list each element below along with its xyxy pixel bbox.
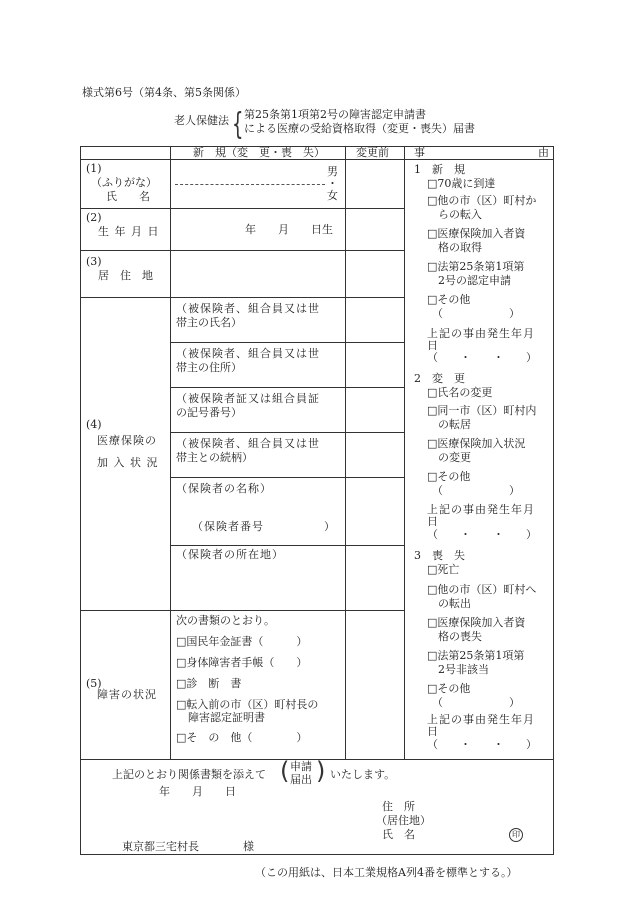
row1-number: (1) xyxy=(86,162,102,175)
doc-medical-certificate: □診 断 書 xyxy=(176,677,242,690)
reason-loss-insurance-b: 格の喪失 xyxy=(438,630,482,643)
row2-number: (2) xyxy=(86,211,102,224)
doc-other: □そ の 他（ ） xyxy=(176,731,308,744)
row3-number: (3) xyxy=(86,255,102,268)
reason-change-move-b: の転居 xyxy=(438,418,471,431)
doc-transfer-certificate-b: 障害認定証明書 xyxy=(188,711,265,724)
reason-new-occurred-b: 日 xyxy=(427,339,438,352)
reason-loss-transfer-a: □他の市（区）町村へ xyxy=(427,583,537,596)
insurance-label2: 加 入 状 況 xyxy=(97,456,159,469)
reason-loss-other-paren: （ ） xyxy=(432,696,520,709)
submission-suffix: いたします。 xyxy=(330,768,396,781)
form-title-line1: 第25条第1項第2号の障害認定申請書 xyxy=(244,108,426,121)
header-reason-right: 由 xyxy=(538,146,549,159)
sex-separator: ・ xyxy=(327,177,338,190)
reason-new-insurance-a: □医療保険加入者資 xyxy=(427,227,526,240)
addressee: 東京都三宅村長 様 xyxy=(122,840,254,853)
form-title-line2: による医療の受給資格取得（変更・喪失）届書 xyxy=(244,122,475,135)
reason-loss-death: □死亡 xyxy=(427,563,460,576)
reason-loss-art25-a: □法第25条第1項第 xyxy=(427,649,525,662)
reason-loss-occurred-b: 日 xyxy=(427,725,438,738)
title-brace: { xyxy=(232,107,244,142)
reason-loss-transfer-b: の転出 xyxy=(438,597,471,610)
paper-size-note: （この用紙は、日本工業規格A列4番を標準とする。） xyxy=(255,866,518,879)
reason-loss-occurred-date: （ ・ ・ ） xyxy=(427,738,537,751)
male-label: 男 xyxy=(327,165,338,178)
reason-loss-title: 3 喪 失 xyxy=(414,549,465,562)
reason-new-art25-a: □法第25条第1項第 xyxy=(427,260,525,273)
reason-change-insurance-a: □医療保険加入状況 xyxy=(427,437,526,450)
insurer-name: （保険者の名称） xyxy=(176,482,272,495)
header-before: 変更前 xyxy=(356,146,389,159)
submission-date: 年 月 日 xyxy=(159,785,236,798)
card-number-b: の記号番号） xyxy=(176,406,242,419)
form-number: 様式第6号（第4条、第5条関係） xyxy=(82,86,246,99)
reason-change-other-paren: （ ） xyxy=(432,484,520,497)
insured-address-b: 帯主の住所） xyxy=(176,361,242,374)
furigana-label: （ふりがな） xyxy=(91,176,157,189)
reason-new-art25-b: 2号の認定申請 xyxy=(438,274,511,287)
seal-mark: 印 xyxy=(509,828,523,842)
card-number-a: （被保険者証又は組合員証 xyxy=(176,392,320,405)
disability-label: 障害の状況 xyxy=(97,688,157,701)
header-new: 新 規（変 更・喪 失） xyxy=(193,146,325,159)
submission-option-apply: 申請 xyxy=(290,760,312,773)
reason-new-age70: □70歳に到達 xyxy=(427,177,496,190)
reason-loss-occurred-a: 上記の事由発生年月 xyxy=(427,713,535,726)
reason-new-occurred-date: （ ・ ・ ） xyxy=(427,351,537,364)
applicant-name: 氏 名 xyxy=(382,828,415,841)
row5-number: (5) xyxy=(86,677,102,690)
relation-b: 帯主との続柄） xyxy=(176,451,253,464)
reason-new-occurred-a: 上記の事由発生年月 xyxy=(427,327,535,340)
furigana-divider xyxy=(175,184,325,185)
applicant-residence: （居住地） xyxy=(376,814,431,827)
reason-loss-insurance-a: □医療保険加入者資 xyxy=(427,616,526,629)
doc-transfer-certificate-a: □転入前の市（区）町村長の xyxy=(176,698,319,711)
submission-statement: 上記のとおり関係書類を添えて xyxy=(112,768,266,781)
reason-new-insurance-b: 格の取得 xyxy=(438,241,482,254)
row4-number: (4) xyxy=(86,418,102,431)
reason-change-insurance-b: の変更 xyxy=(438,451,471,464)
residence-label: 居 住 地 xyxy=(98,269,153,282)
reason-change-name: □氏名の変更 xyxy=(427,386,493,399)
female-label: 女 xyxy=(327,189,338,202)
reason-change-move-a: □同一市（区）町村内 xyxy=(427,404,537,417)
reason-change-title: 2 変 更 xyxy=(414,372,465,385)
insured-address-a: （被保険者、組合員又は世 xyxy=(176,347,320,360)
doc-pension-certificate: □国民年金証書（ ） xyxy=(176,635,308,648)
insured-name-b: 帯主の氏名） xyxy=(176,316,242,329)
insurance-label1: 医療保険の xyxy=(97,434,157,447)
reason-new-title: 1 新 規 xyxy=(414,163,465,176)
birthdate-label: 生 年 月 日 xyxy=(98,225,160,238)
reason-change-other: □その他 xyxy=(427,470,471,483)
relation-a: （被保険者、組合員又は世 xyxy=(176,437,320,450)
reason-new-transfer-a: □他の市（区）町村か xyxy=(427,194,537,207)
doc-disability-handbook: □身体障害者手帳（ ） xyxy=(176,656,308,669)
applicant-address: 住 所 xyxy=(382,800,415,813)
reason-change-occurred-a: 上記の事由発生年月 xyxy=(427,503,535,516)
reason-new-other-paren: （ ） xyxy=(432,307,520,320)
name-label: 氏 名 xyxy=(106,190,150,203)
submission-brace-left: ( xyxy=(280,757,290,785)
reason-new-other: □その他 xyxy=(427,293,471,306)
reason-loss-art25-b: 2号非該当 xyxy=(438,663,489,676)
submission-brace-right: ) xyxy=(316,757,326,785)
reason-loss-other: □その他 xyxy=(427,682,471,695)
insurer-location: （保険者の所在地） xyxy=(176,548,284,561)
reason-change-occurred-b: 日 xyxy=(427,515,438,528)
insured-name-a: （被保険者、組合員又は世 xyxy=(176,302,320,315)
header-reason-left: 事 xyxy=(414,146,425,159)
docs-intro: 次の書類のとおり。 xyxy=(176,614,275,627)
insurer-number: （保険者番号 ） xyxy=(192,520,336,533)
reason-change-occurred-date: （ ・ ・ ） xyxy=(427,528,537,541)
birthdate-value: 年 月 日生 xyxy=(245,223,333,236)
submission-option-notify: 届出 xyxy=(290,773,312,786)
reason-new-transfer-b: らの転入 xyxy=(438,208,482,221)
law-name: 老人保健法 xyxy=(174,114,229,127)
